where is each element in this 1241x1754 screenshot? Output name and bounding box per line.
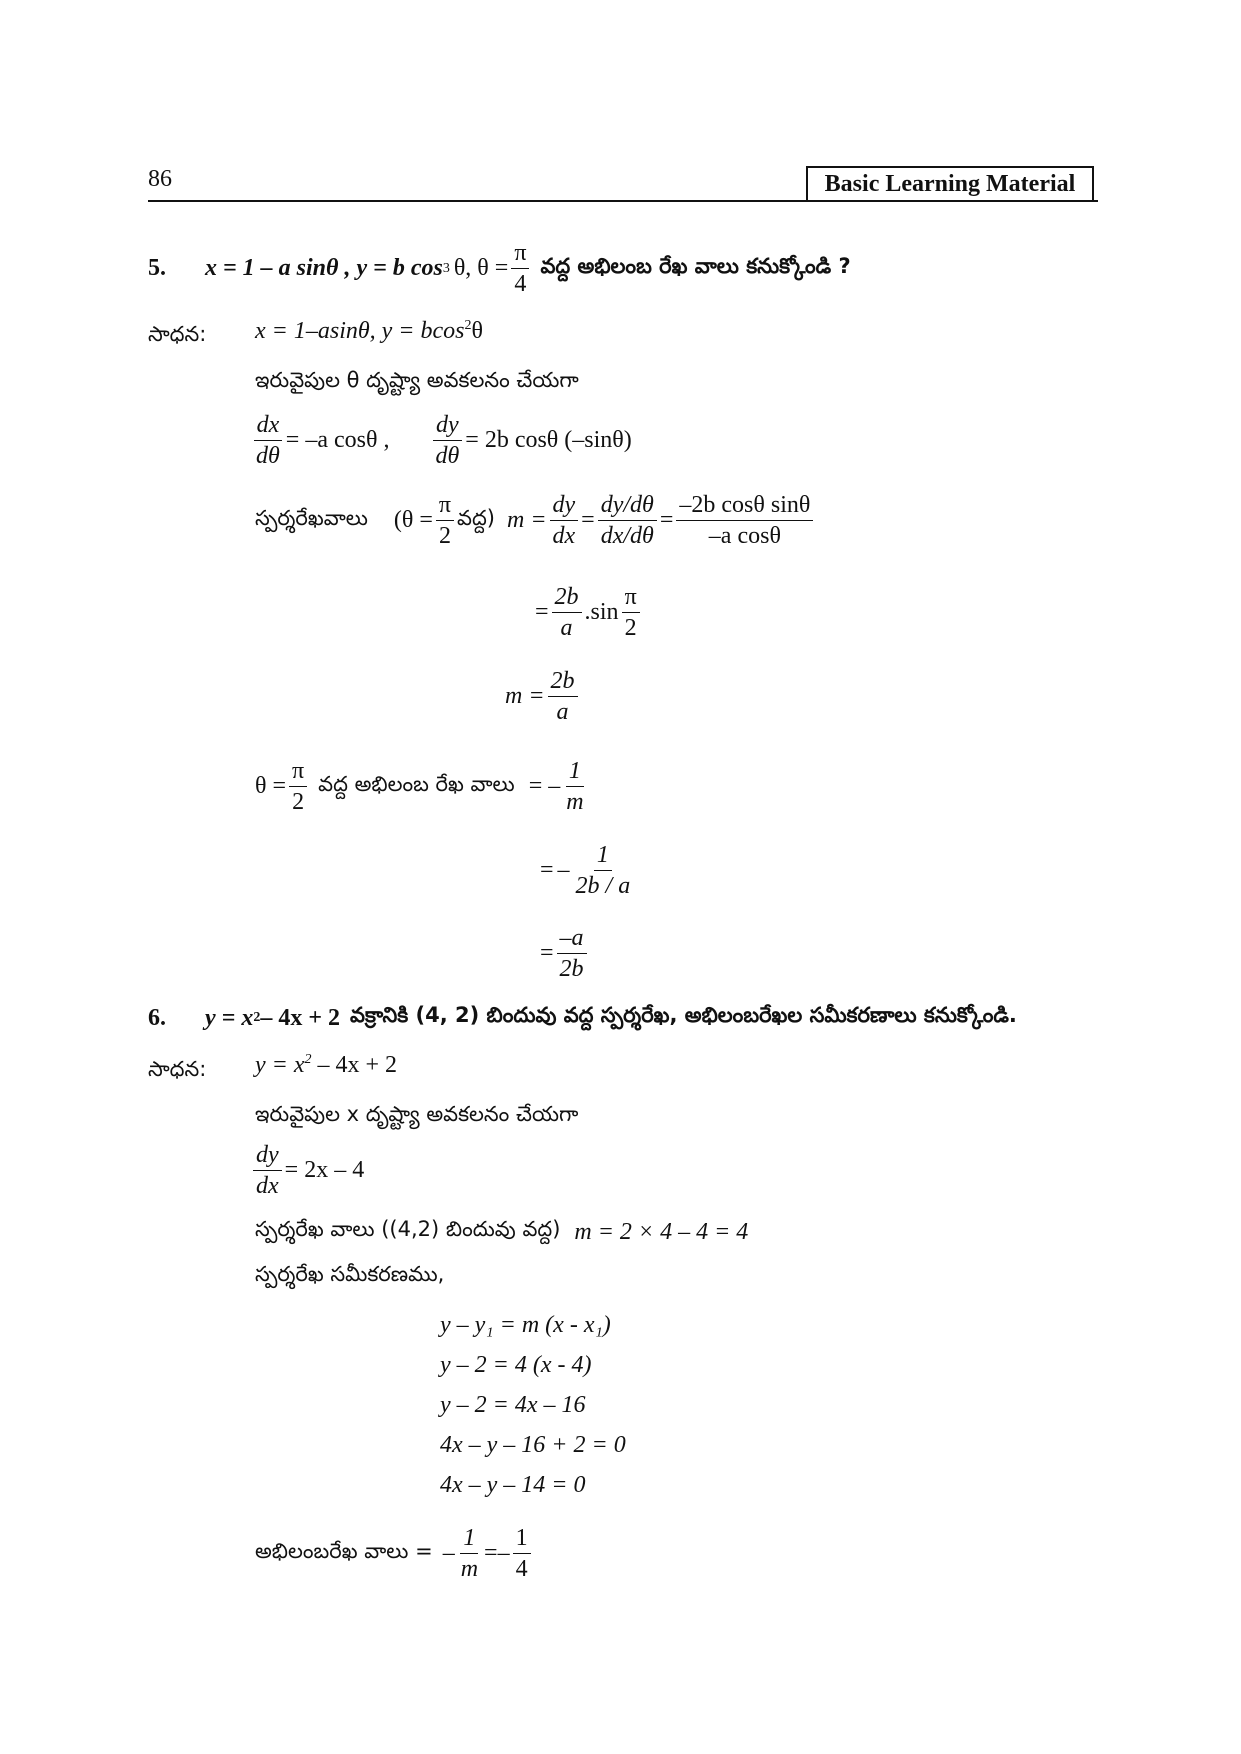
q6-tangent-steps [440,1305,626,1505]
q6-normal-slope: అభిలంబరేఖ వాలు = – $\frac{1}{m}$ = – $\frac{1}{4}$ [255,1525,534,1583]
q5-derivatives: $\frac{dx}{d\theta}$ = –a cosθ , $\frac{dy}{d\theta}$ = 2b cosθ (–sinθ) [250,412,632,470]
tangent-step-3: y – 2 = 4x – 16 [440,1392,586,1418]
q5-step2: = $\frac{2b}{a}$ .sin $\frac{\pi}{2}$ [535,584,643,642]
q5-normal-slope: θ = $\frac{\pi}{2}$ వద్ద అభిలంబ రేఖ వాలు = – $\frac{1}{m}$ [255,758,584,816]
q5-diff-text: ఇరువైపుల θ దృష్ట్యా అవకలనం చేయగా [255,368,579,392]
q5-statement: x = 1 – a sinθ , y = b cos 3 θ, θ = $\frac{\pi}{4}$ వద్ద అభిలంబ రేఖ వాలు కనుక్కోండి ? [205,240,851,298]
q6-slope: స్పర్శరేఖ వాలు ((4,2) బిందువు వద్ద) m = 2 × 4 – 4 = 4 [255,1217,749,1245]
q6-derivative: $\frac{dy}{dx}$ = 2x – 4 [250,1142,364,1200]
q5-slope-line: స్పర్శరేఖవాలు (θ = $\frac{\pi}{2}$ వద్ద) m = $\frac{dy}{dx}$ = $\frac{dy/d\theta}{dx/d\theta}$ = $\frac{\text{–2b cosθ sinθ}}{\text{–a cosθ}}$ [255,492,816,550]
q6-diff-text: ఇరువైపుల x దృష్ట్యా అవకలనం చేయగా [255,1102,579,1126]
tangent-step-2: y – 2 = 4 (x - 4) [440,1352,592,1378]
q6-given: $y = x^2 - 4x + 2$ [255,1052,398,1078]
header-rule [148,200,1098,202]
q5-number: 5. [148,255,166,281]
q5-given: x = 1–asinθ, y = bcos$^2$θ [255,318,483,344]
q6-number: 6. [148,1005,166,1031]
q6-tangent-label: స్పర్శరేఖ సమీకరణము, [255,1262,445,1286]
tangent-step-5: 4x – y – 14 = 0 [440,1472,586,1498]
tangent-step-4: 4x – y – 16 + 2 = 0 [440,1432,626,1458]
q6-statement: y = x 2 – 4x + 2 వక్రానికి (4, 2) బిందువు వద్ద స్పర్శరేఖ, అభిలంబరేఖల సమీకరణాలు కనుక్కోండి. [205,1003,1017,1031]
solution-label-6: సాధన: [148,1057,207,1081]
header-title: Basic Learning Material [806,166,1094,202]
page-number: 86 [148,166,172,192]
pi-over-4: $\frac{\pi}{4}$ [511,240,529,298]
q5-normal-step2: = – $\frac{1}{2b / a}$ [540,842,631,900]
q5-m-result: m = $\frac{2b}{a}$ [505,668,581,726]
solution-label-5: సాధన: [148,322,207,346]
q5-normal-step3: = $\frac{-a}{2b}$ [540,925,590,983]
tangent-step-1: y – y₁ = m (x - x₁) [440,1312,611,1338]
